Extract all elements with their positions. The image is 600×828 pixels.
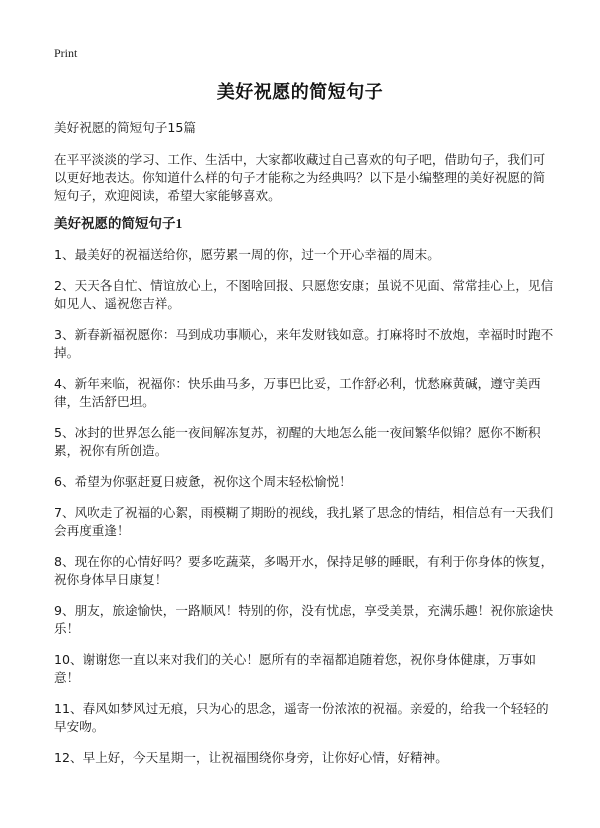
page-title: 美好祝愿的简短句子 bbox=[216, 82, 384, 103]
list-item: 2、天天各自忙、情谊放心上，不图啥回报、只愿您安康；虽说不见面、常常挂心上，见信如见人、遥祝您吉祥。 bbox=[54, 278, 554, 311]
list-item: 3、新春新福祝愿你：马到成功事顺心，来年发财钱如意。打麻将时不放炮，幸福时时跑不掉。 bbox=[54, 327, 554, 360]
section-heading: 美好祝愿的简短句子1 bbox=[54, 216, 183, 231]
article-body bbox=[54, 119, 554, 780]
list-item: 8、现在你的心情好吗？要多吃蔬菜，多喝开水，保持足够的睡眠，有利于你身体的恢复，祝你身体早日康复！ bbox=[54, 554, 554, 587]
list-item: 10、谢谢您一直以来对我们的关心！愿所有的幸福都追随着您，祝你身体健康，万事如意！ bbox=[54, 652, 536, 685]
article-subtitle: 美好祝愿的简短句子15篇 bbox=[54, 120, 196, 135]
list-item: 4、新年来临，祝福你：快乐曲马多，万事巴比妥，工作舒必利，忧愁麻黄碱，遵守美西律，生活舒巴坦。 bbox=[54, 376, 541, 409]
list-item: 11、春风如梦风过无痕，只为心的思念，遥寄一份浓浓的祝福。亲爱的，给我一个轻轻的早安吻。 bbox=[54, 701, 549, 734]
intro-paragraph: 在平平淡淡的学习、工作、生活中，大家都收藏过自己喜欢的句子吧，借助句子，我们可以更好地表达。你知道什么样的句子才能称之为经典吗？以下是小编整理的美好祝愿的简短句子，欢迎阅读，希望大家能够喜欢。 bbox=[54, 152, 546, 203]
list-item: 5、冰封的世界怎么能一夜间解冻复苏，初醒的大地怎么能一夜间繁华似锦？愿你不断积累，祝你有所创造。 bbox=[54, 425, 541, 458]
list-item: 7、风吹走了祝福的心絮，雨模糊了期盼的视线，我扎紧了思念的情结，相信总有一天我们会再度重逢！ bbox=[54, 505, 554, 538]
list-item: 6、希望为你驱赶夏日疲惫，祝你这个周末轻松愉悦！ bbox=[54, 474, 352, 489]
print-link[interactable]: Print bbox=[54, 46, 78, 60]
list-item: 9、朋友，旅途愉快，一路顺风！特别的你，没有忧虑，享受美景，充满乐趣！祝你旅途快乐！ bbox=[54, 603, 554, 636]
list-item: 12、早上好，今天星期一，让祝福围绕你身旁，让你好心情，好精神。 bbox=[54, 750, 448, 765]
list-item: 1、最美好的祝福送给你，愿劳累一周的你，过一个开心幸福的周末。 bbox=[54, 247, 440, 262]
